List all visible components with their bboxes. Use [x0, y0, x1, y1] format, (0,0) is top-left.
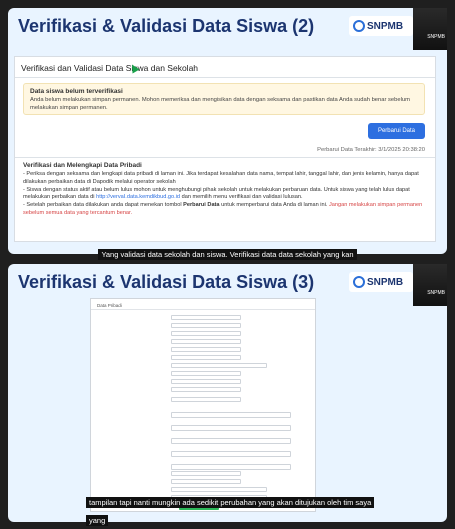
form-row	[95, 477, 313, 485]
warning-text: Anda belum melakukan simpan permanen. Mohon memeriksa dan mengisikan data dengan seksama dan pastikan data Anda sudah benar sebelum melakukan simpan permanen.	[30, 97, 410, 111]
guide-text: - Setelah perbaikan data dilakukan anda dapat menekan tombol	[23, 202, 184, 209]
dropdown-select[interactable]	[171, 397, 241, 402]
warning-alert	[23, 83, 425, 115]
form-row	[95, 353, 313, 361]
logo-text: SNPMB	[367, 276, 404, 288]
divider	[91, 309, 315, 310]
form-row	[95, 385, 313, 393]
text-field[interactable]	[171, 479, 241, 484]
verval-link[interactable]: http://vervaI.data.kemdikbud.go.id	[96, 194, 181, 201]
form-row	[95, 369, 313, 377]
address-subform	[171, 407, 291, 472]
form-row	[95, 313, 313, 321]
slide-title: Verifikasi & Validasi Data Siswa (3)	[18, 272, 315, 292]
text-field[interactable]	[171, 412, 291, 418]
guide-title: Verifikasi dan Melengkapi Data Pribadi	[23, 162, 142, 169]
form-row	[95, 321, 313, 329]
logo-mark-icon	[353, 20, 365, 32]
snpmb-logo	[349, 16, 413, 36]
caption-text: tampilan tapi nanti mungkin ada sedikit perubahan yang akan ditujukan oleh tim saya yang	[86, 497, 374, 526]
dropdown-select[interactable]	[171, 451, 291, 457]
form-row	[95, 329, 313, 337]
form-row	[95, 337, 313, 345]
page-heading: Verifikasi dan Validasi Data Siswa dan Sekolah	[21, 63, 199, 73]
guide-text: dan memilih menu verifikasi dan validasi lulusan.	[180, 194, 303, 201]
text-field[interactable]	[171, 363, 267, 368]
slide-title: Verifikasi & Validasi Data Siswa (2)	[18, 16, 315, 36]
snpmb-logo	[349, 272, 413, 292]
guide-bold: Perbarui Data	[183, 202, 220, 209]
text-field[interactable]	[171, 315, 241, 320]
text-field[interactable]	[171, 339, 241, 344]
warning-title: Data siswa belum terverifikasi	[30, 88, 123, 95]
guide-item-2	[23, 187, 427, 203]
guide-text: untuk memperbarui data Anda di laman ini.	[219, 202, 329, 209]
form-heading: Data Pribadi	[97, 303, 122, 308]
subtitle-caption	[8, 244, 447, 262]
form-row	[95, 469, 313, 477]
personal-data-form	[90, 298, 316, 512]
slide-panel-1	[8, 8, 447, 259]
text-field[interactable]	[171, 379, 241, 384]
guide-section	[23, 162, 427, 218]
text-field[interactable]	[171, 323, 241, 328]
logo-text: SNPMB	[367, 20, 404, 32]
dropdown-select[interactable]	[171, 487, 267, 492]
guide-item-3	[23, 202, 427, 218]
speaker-tag: SNPMB	[427, 290, 445, 296]
caption-text: Yang validasi data sekolah dan siswa. Verifikasi data data sekolah yang kan	[98, 249, 356, 260]
text-field[interactable]	[171, 371, 241, 376]
speaker-thumbnail	[413, 264, 447, 306]
text-field[interactable]	[171, 471, 241, 476]
slide-panel-2	[8, 264, 447, 525]
last-update-text: Perbarui Data Terakhir: 3/1/2025 20:38:20	[317, 147, 425, 153]
form-row	[95, 361, 313, 369]
guide-warning: Jangan melakukan simpan permanen sebelum semua data yang tercantum benar.	[23, 202, 423, 217]
text-field[interactable]	[171, 347, 241, 352]
speaker-thumbnail	[413, 8, 447, 50]
form-row	[95, 345, 313, 353]
dropdown-select[interactable]	[171, 438, 291, 444]
form-row	[95, 395, 313, 403]
dropdown-select[interactable]	[171, 425, 291, 431]
text-field[interactable]	[171, 355, 241, 360]
logo-mark-icon	[353, 276, 365, 288]
subtitle-caption	[86, 492, 374, 528]
text-field[interactable]	[171, 387, 241, 392]
divider	[15, 157, 435, 158]
speaker-tag: SNPMB	[427, 34, 445, 40]
divider	[15, 77, 435, 78]
guide-item-1: - Periksa dengan seksama dan lengkapi data pribadi di laman ini. Jika terdapat kesalahan data nama, tempat lahir, tanggal lahir, dan jenis kelamin, hanya dapat dilakukan perbaikan data di Dapodik melalui operator sekolah	[23, 171, 419, 185]
form-row	[95, 377, 313, 385]
update-data-button[interactable]: Perbarui Data	[368, 123, 425, 139]
text-field[interactable]	[171, 331, 241, 336]
verification-screen	[14, 56, 436, 242]
guide-text: - Siswa dengan status aktif atau belum lulus mohon untuk menghubungi pihak sekolah untuk melakukan perbaruan data. Untuk siswa yang telah lulus dapat melakukan perbaikan data di	[23, 186, 410, 201]
